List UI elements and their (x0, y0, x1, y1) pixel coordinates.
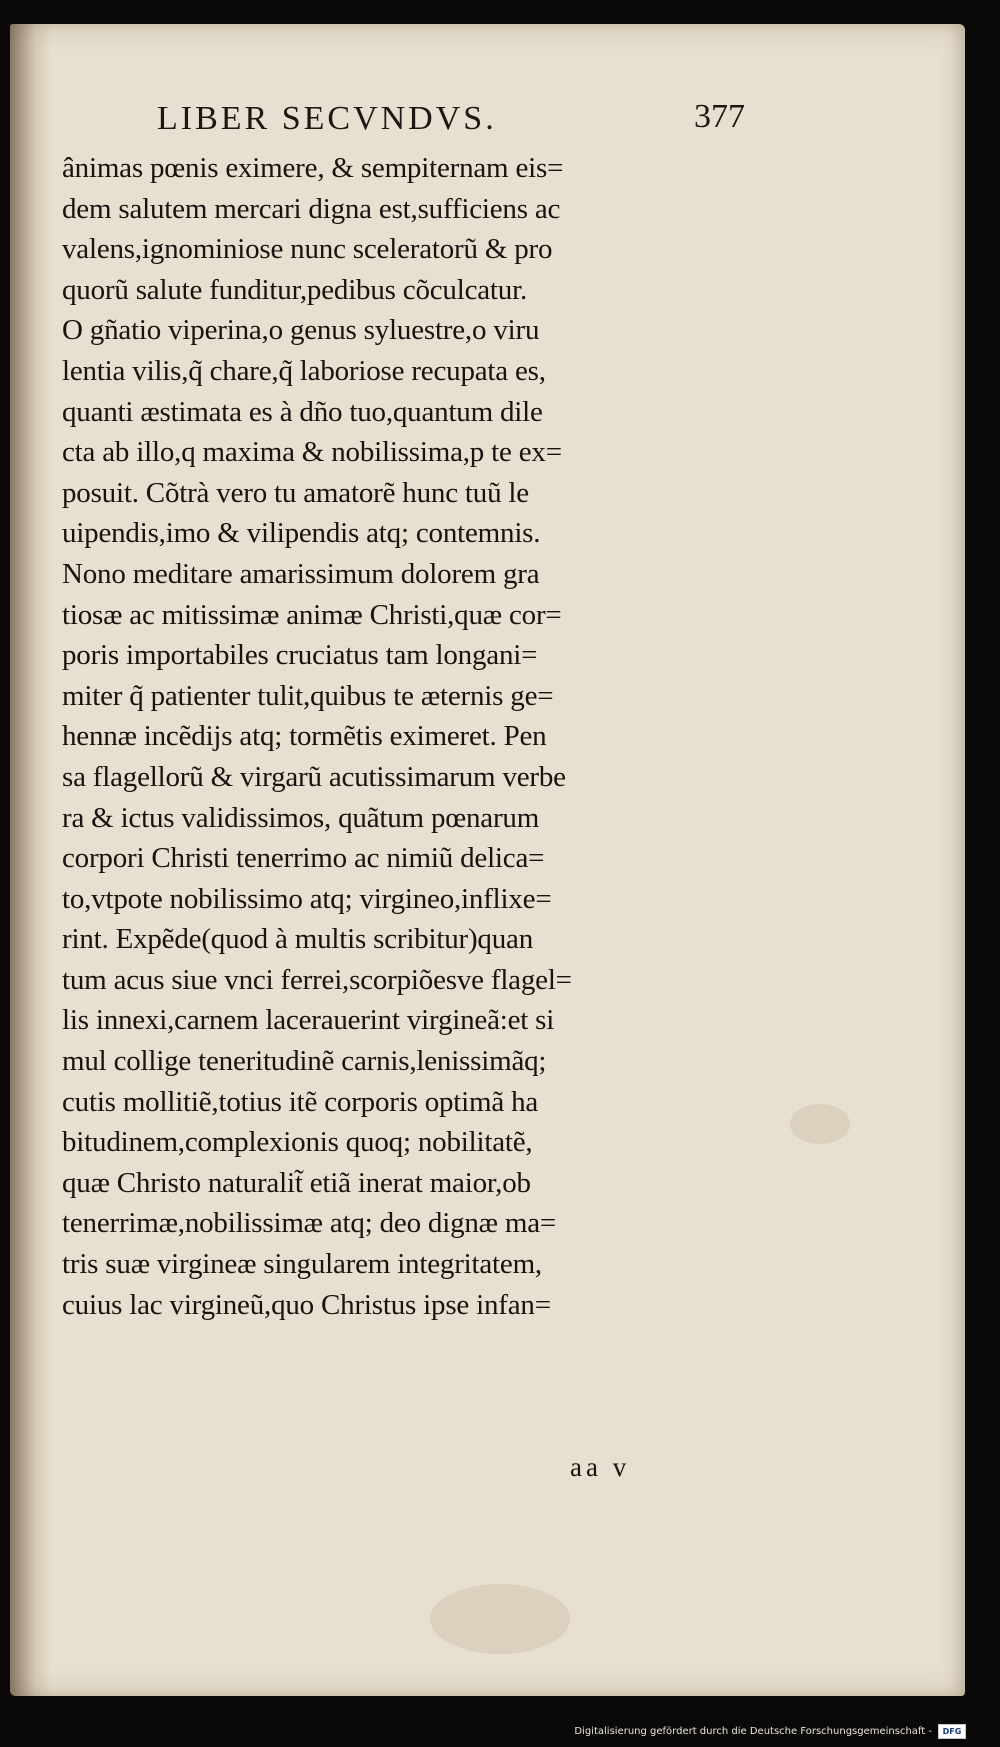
paper-stain (430, 1584, 570, 1654)
text-line: O gñatio viperina,o genus syluestre,o viru (62, 314, 540, 347)
text-line: tenerrimæ,nobilissimæ atq; deo dignæ ma= (62, 1207, 557, 1240)
text-line: quorũ salute funditur,pedibus cõculcatur. (62, 273, 527, 306)
text-line: to,vtpote nobilissimo atq; virgineo,inflixe= (62, 882, 552, 915)
text-line: uipendis,imo & vilipendis atq; contemnis. (62, 517, 541, 550)
text-line: miter q̃ patienter tulit,quibus te æternis ge= (62, 679, 554, 712)
page-gutter-shadow (10, 24, 52, 1696)
page-number: 377 (694, 98, 745, 135)
text-line: tum acus siue vnci ferrei,scorpiõesve flagel= (62, 963, 572, 996)
text-line: quanti æstimata es à dño tuo,quantum dile (62, 395, 543, 428)
text-line: cta ab illo,q maxima & nobilissima,p te ex= (62, 436, 562, 469)
dfg-logo-text: DFG (942, 1726, 962, 1736)
text-line: cutis mollitiẽ,totius itẽ corporis optimã ha (62, 1085, 539, 1118)
text-line: rint. Expẽde(quod à multis scribitur)quan (62, 923, 533, 956)
text-line: sa flagellorũ & virgarũ acutissimarum verbe (62, 760, 566, 793)
text-line: tiosæ ac mitissimæ animæ Christi,quæ cor= (62, 598, 562, 631)
text-line: Nono meditare amarissimum dolorem gra (62, 557, 540, 590)
text-line: ânimas pœnis eximere, & sempiternam eis= (62, 152, 564, 184)
running-head: LIBER SECVNDVS. (157, 100, 497, 137)
credit-text: Digitalisierung gefördert durch die Deutsche Forschungsgemeinschaft - (574, 1725, 932, 1737)
dfg-logo (938, 1724, 966, 1739)
text-line: cuius lac virgineũ,quo Christus ipse infan= (62, 1288, 551, 1321)
text-line: posuit. Cõtrà vero tu amatorẽ hunc tuũ le (62, 476, 529, 509)
paper-stain (790, 1104, 850, 1144)
text-line: valens,ignominiose nunc sceleratorũ & pro (62, 233, 553, 266)
text-line: quæ Christo naturalit̃ etiã inerat maior,ob (62, 1166, 531, 1199)
text-line: poris importabiles cruciatus tam longani= (62, 639, 538, 672)
text-line: bitudinem,complexionis quoq; nobilitatẽ, (62, 1126, 533, 1159)
text-line: lentia vilis,q̃ chare,q̃ laboriose recupata es, (62, 354, 546, 387)
text-line: lis innexi,carnem lacerauerint virgineã:et si (62, 1004, 555, 1037)
page-header (62, 92, 762, 152)
text-block (62, 148, 767, 1448)
text-line: hennæ incẽdijs atq; tormẽtis eximeret. Pen (62, 720, 547, 753)
text-line: tris suæ virgineæ singularem integritatem, (62, 1248, 542, 1281)
text-line: ra & ictus validissimos, quãtum pœnarum (62, 801, 540, 834)
text-line: mul collige teneritudinẽ carnis,lenissimãq; (62, 1045, 547, 1078)
text-line: dem salutem mercari digna est,sufficiens ac (62, 192, 561, 225)
text-line: corpori Christi tenerrimo ac nimiũ delica= (62, 842, 545, 875)
catchword: aa v (570, 1452, 631, 1482)
digitization-credit (574, 1719, 966, 1743)
